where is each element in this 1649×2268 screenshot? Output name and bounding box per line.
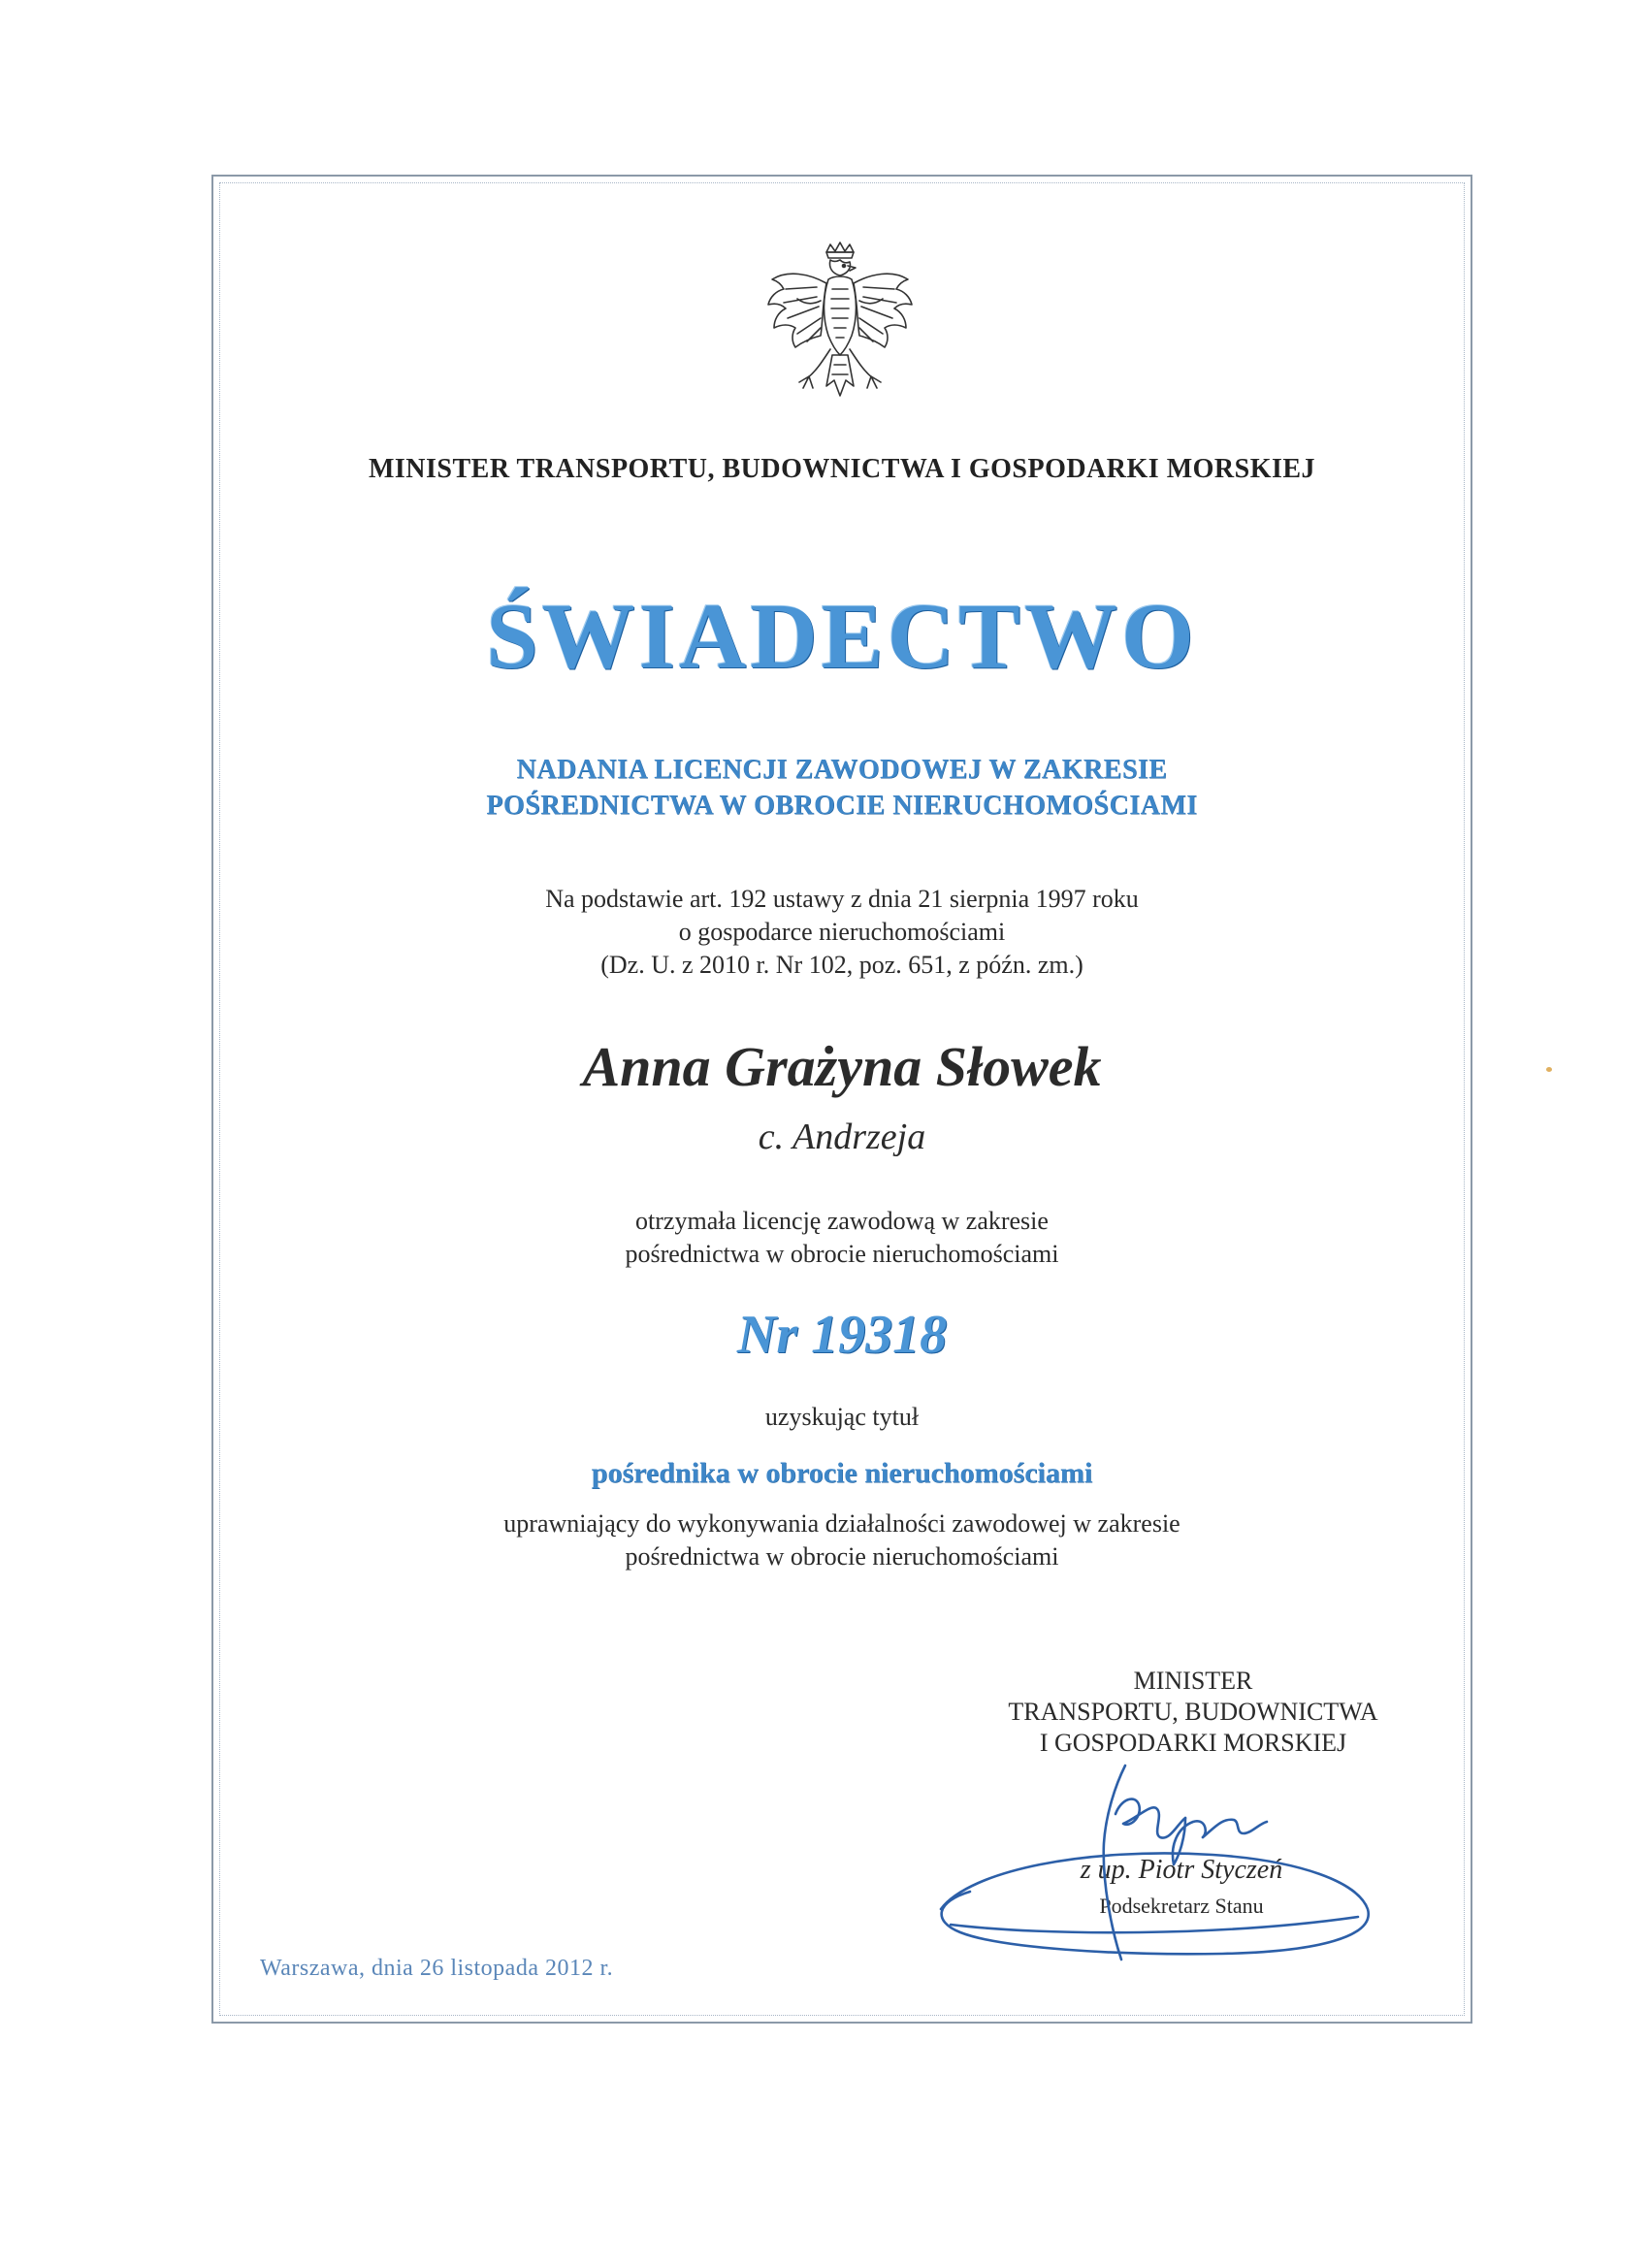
legal-basis-line-3: (Dz. U. z 2010 r. Nr 102, poz. 651, z późn. zm.) xyxy=(600,951,1083,979)
title-intro: uzyskując tytuł xyxy=(764,1403,920,1431)
handwritten-signature xyxy=(931,1746,1387,1969)
subtitle-line-2: POŚREDNICTWA W OBROCIE NIERUCHOMOŚCIAMI xyxy=(486,791,1198,821)
received-text-line-1: otrzymała licencję zawodową w zakresie xyxy=(635,1207,1049,1235)
legal-basis-line-1: Na podstawie art. 192 ustawy z dnia 21 sierpnia 1997 roku xyxy=(545,885,1139,913)
scope-line-2: pośrednictwa w obrocie nieruchomościami xyxy=(625,1542,1059,1571)
received-text-line-2: pośrednictwa w obrocie nieruchomościami xyxy=(625,1240,1059,1268)
signer-name: z up. Piotr Styczeń xyxy=(1080,1855,1283,1885)
professional-title: pośrednika w obrocie nieruchomościami xyxy=(591,1457,1093,1489)
legal-basis-line-2: o gospodarce nieruchomościami xyxy=(678,918,1006,946)
recipient-parent: c. Andrzeja xyxy=(758,1117,926,1157)
polish-eagle-emblem-icon xyxy=(759,241,922,413)
place-and-date: Warszawa, dnia 26 listopada 2012 r. xyxy=(260,1956,614,1981)
subtitle-line-1: NADANIA LICENCJI ZAWODOWEJ W ZAKRESIE xyxy=(516,755,1168,785)
signer-role: Podsekretarz Stanu xyxy=(1099,1894,1264,1918)
license-number: Nr 19318 xyxy=(736,1305,948,1365)
signatory-line-1: MINISTER xyxy=(1133,1667,1253,1695)
signatory-line-3: I GOSPODARKI MORSKIEJ xyxy=(1039,1729,1347,1757)
signatory-line-2: TRANSPORTU, BUDOWNICTWA xyxy=(1008,1698,1378,1726)
document-title: ŚWIADECTWO xyxy=(486,584,1198,688)
scope-line-1: uprawniający do wykonywania działalności zawodowej w zakresie xyxy=(503,1509,1180,1538)
paper-speck xyxy=(1546,1067,1552,1072)
recipient-name: Anna Grażyna Słowek xyxy=(582,1035,1102,1098)
issuing-authority: MINISTER TRANSPORTU, BUDOWNICTWA I GOSPODARKI MORSKIEJ xyxy=(368,454,1316,484)
